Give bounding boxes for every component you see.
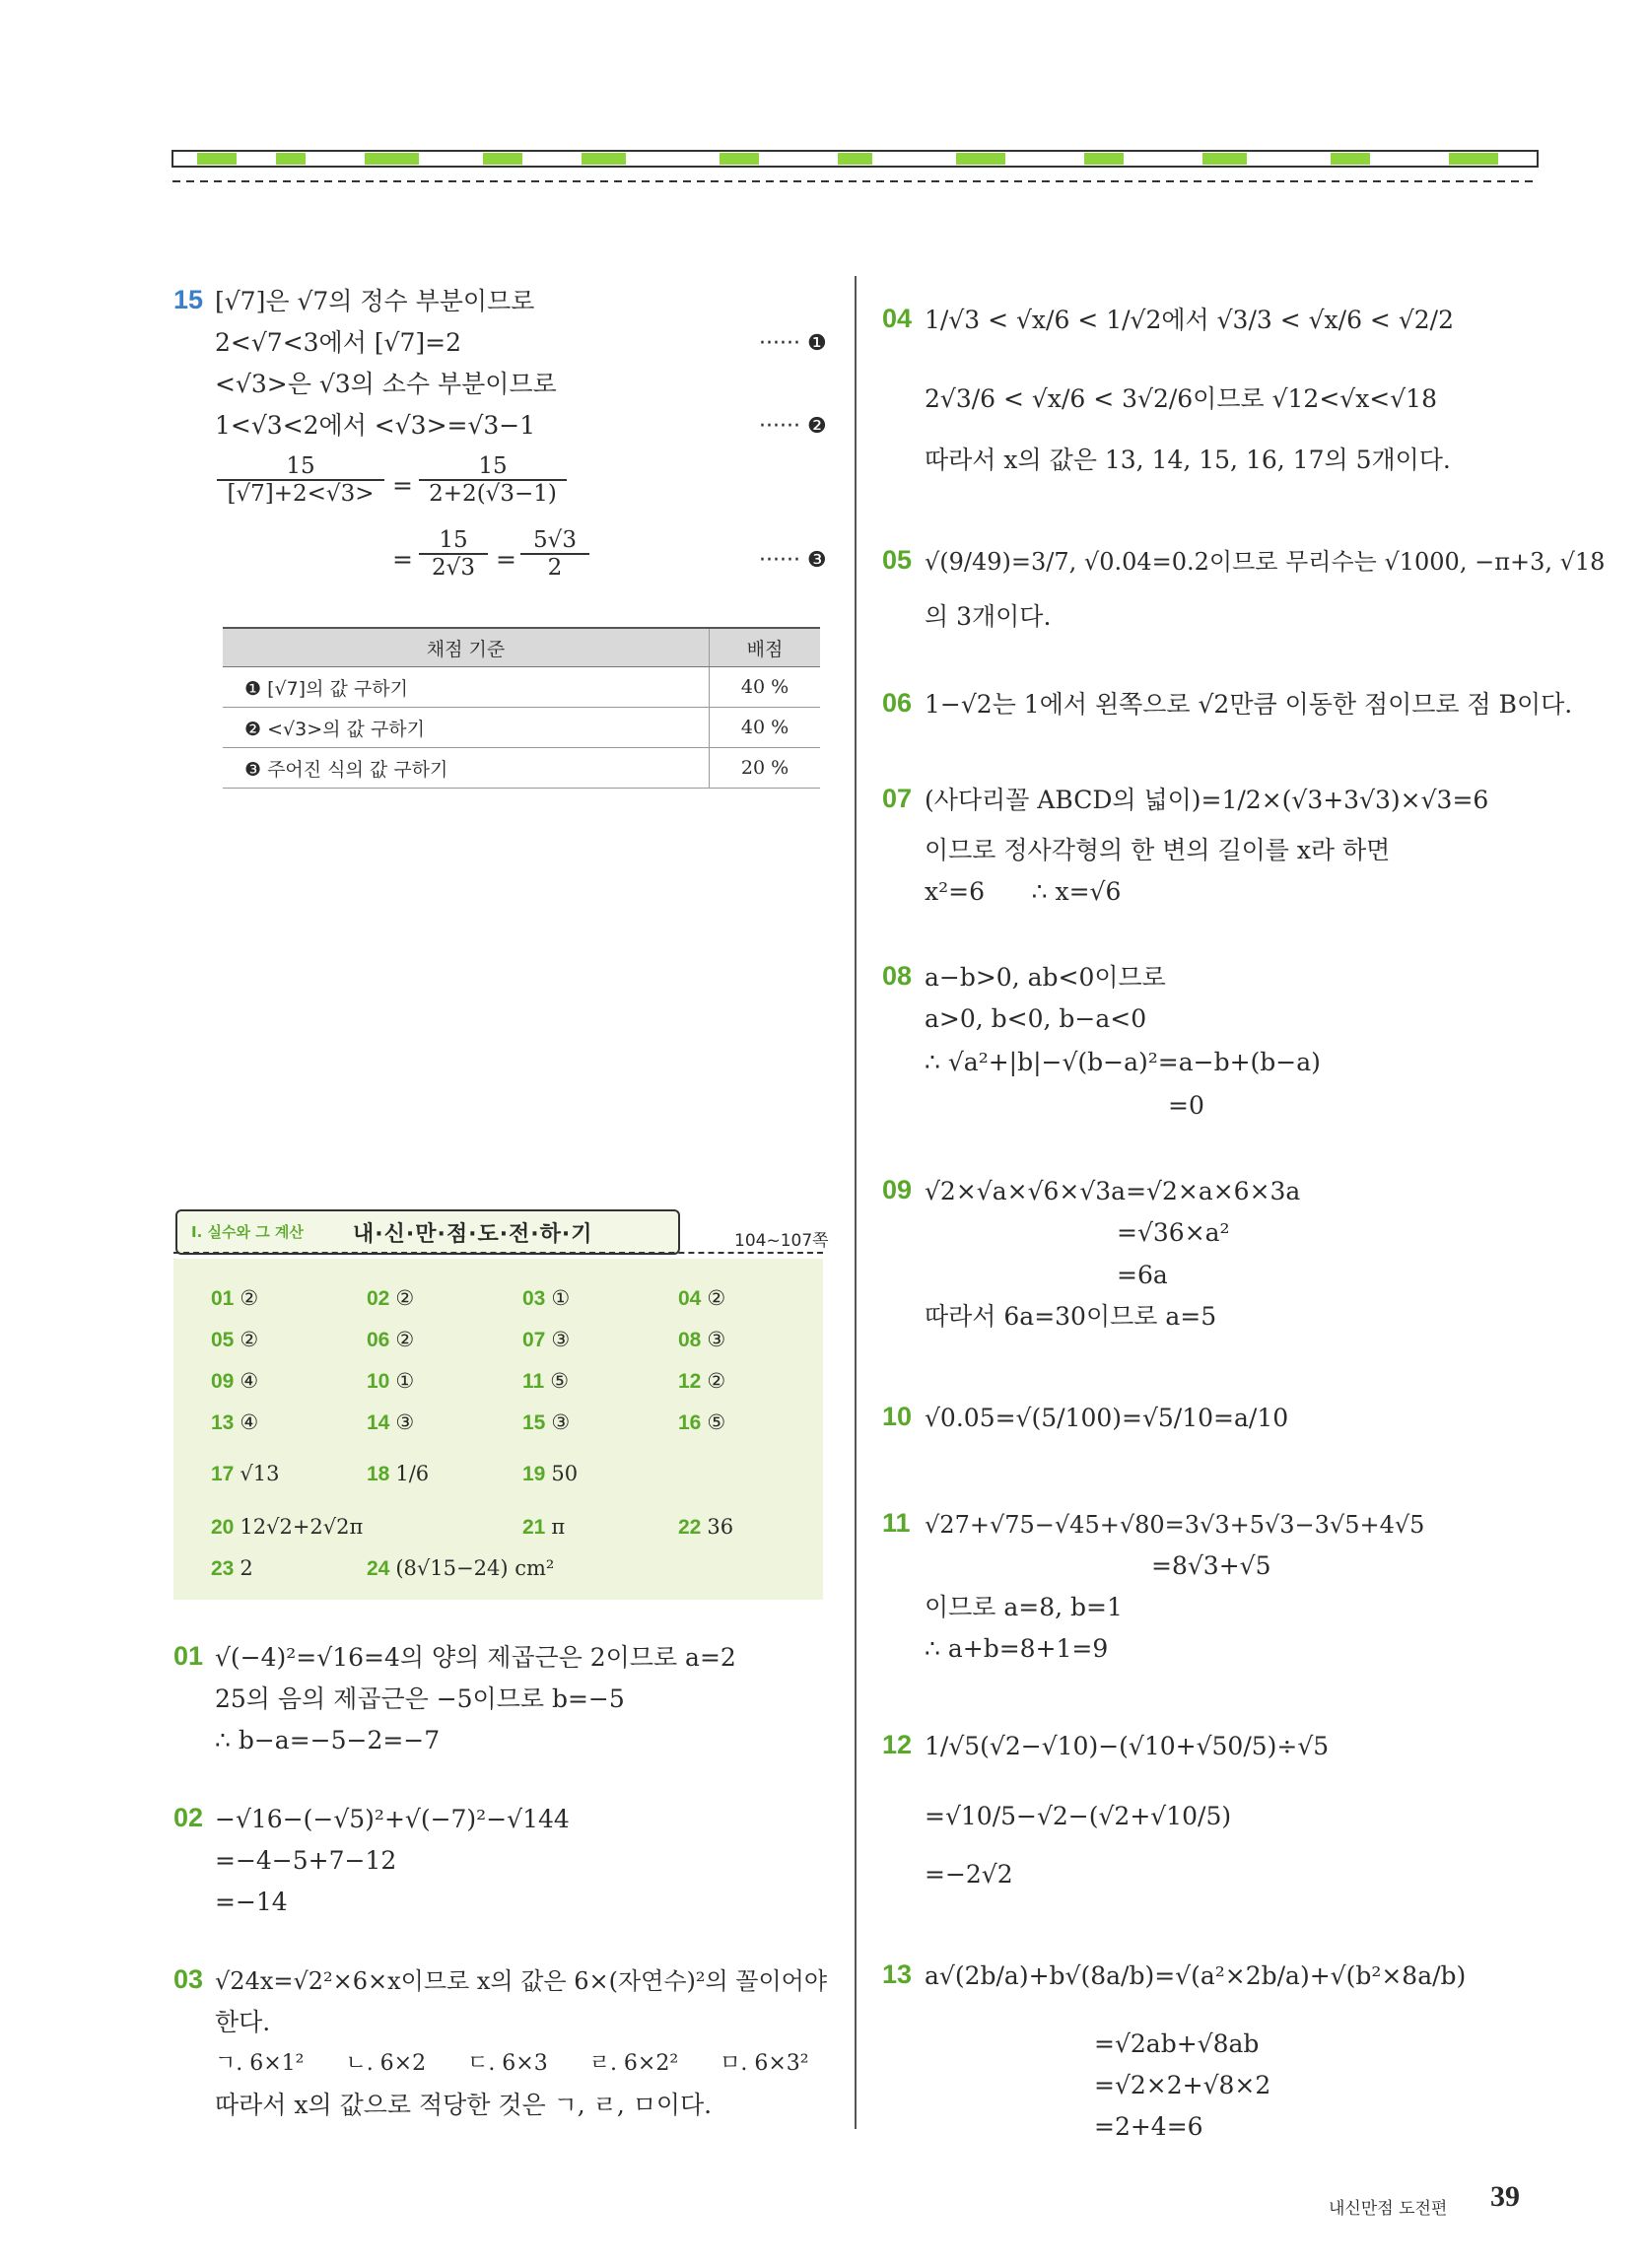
solution-line: =√36×a² (1117, 1218, 1230, 1247)
table-row (223, 667, 820, 708)
solution-line: ∴ b−a=−5−2=−7 (215, 1726, 441, 1754)
fraction (419, 527, 488, 581)
solution-line: 의 3개이다. (925, 602, 1052, 631)
answer-item: 01 ② (211, 1286, 259, 1310)
answer-item: 06 ② (367, 1328, 415, 1351)
problem-number: 11 (882, 1508, 911, 1538)
solution-line: =6a (1117, 1261, 1168, 1289)
answer-item: 22 36 (678, 1515, 734, 1539)
problem-number: 05 (882, 545, 913, 575)
problem-number: 10 (882, 1402, 913, 1431)
solution-line: =−14 (215, 1888, 288, 1916)
answer-item: 07 ③ (522, 1328, 571, 1351)
solution-line: 1−√2는 1에서 왼쪽으로 √2만큼 이동한 점이므로 점 B이다. (925, 690, 1573, 719)
solution-line: =√10/5−√2−(√2+√10/5) (925, 1802, 1232, 1830)
solution-line: =√2×2+√8×2 (1094, 2071, 1271, 2099)
answer-item: 14 ③ (367, 1410, 415, 1434)
solution-line: 따라서 x의 값으로 적당한 것은 ㄱ, ㄹ, ㅁ이다. (215, 2091, 713, 2119)
solution-line: a−b>0, ab<0이므로 (925, 963, 1166, 992)
solution-line: √2×√a×√6×√3a=√2×a×6×3a (925, 1177, 1301, 1205)
solution-line: 1/√5(√2−√10)−(√10+√50/5)÷√5 (925, 1732, 1330, 1760)
solution-line: a>0, b<0, b−a<0 (925, 1004, 1147, 1033)
criteria-score: 40 % (710, 708, 821, 748)
criteria-score: 40 % (710, 667, 821, 708)
step-marker: ······ ❸ (759, 548, 827, 573)
solution-line: 1<√3<2에서 <√3>=√3−1 (215, 411, 536, 440)
page-range: 104~107쪽 (734, 1231, 829, 1251)
fraction-numerator: 15 (478, 453, 508, 479)
step-marker: ······ ❶ (759, 331, 827, 356)
solution-line: 이므로 a=8, b=1 (925, 1593, 1123, 1621)
footer-label: 내신만점 도전편 (1329, 2199, 1448, 2219)
fraction-numerator: 15 (286, 453, 315, 479)
problem-number: 02 (173, 1803, 204, 1832)
solution-line: =8√3+√5 (1151, 1551, 1271, 1580)
solution-line: ∴ a+b=8+1=9 (925, 1634, 1109, 1663)
problem-number: 04 (882, 304, 913, 333)
table-row (223, 748, 820, 789)
fraction (217, 453, 384, 507)
table-row (223, 708, 820, 748)
answer-item: 02 ② (367, 1286, 415, 1310)
section-tag: I. 실수와 그 계산 (191, 1223, 304, 1241)
solution-line: 따라서 x의 값은 13, 14, 15, 16, 17의 5개이다. (925, 446, 1451, 474)
answer-item: 08 ③ (678, 1328, 726, 1351)
fraction-numerator: 5√3 (533, 527, 577, 553)
solution-line: =−4−5+7−12 (215, 1846, 397, 1875)
top-border-decoration (168, 146, 1547, 195)
solution-line: 25의 음의 제곱근은 −5이므로 b=−5 (215, 1684, 625, 1713)
criteria-score: 20 % (710, 748, 821, 789)
column-divider (855, 276, 857, 2129)
fraction-numerator: 15 (439, 527, 468, 553)
answer-item: 19 50 (522, 1462, 579, 1485)
problem-number: 12 (882, 1730, 913, 1759)
answer-item: 15 ③ (522, 1410, 571, 1434)
page-number: 39 (1490, 2180, 1520, 2213)
solution-line: 2√3/6 < √x/6 < 3√2/6이므로 √12<√x<√18 (925, 384, 1437, 413)
answer-item: 09 ④ (211, 1369, 259, 1393)
fraction-denominator: 2+2(√3−1) (419, 479, 567, 507)
problem-number: 03 (173, 1964, 204, 1994)
fraction-denominator: [√7]+2<√3> (217, 479, 384, 507)
section-header (175, 1209, 680, 1255)
solution-line: [√7]은 √7의 정수 부분이므로 (215, 287, 535, 315)
step-marker: ······ ❷ (759, 414, 827, 439)
solution-line: √24x=√2²×6×x이므로 x의 값은 6×(자연수)²의 꼴이어야 (215, 1967, 828, 1995)
solution-line: =−2√2 (925, 1860, 1013, 1889)
answer-item: 05 ② (211, 1328, 259, 1351)
answer-item: 04 ② (678, 1286, 726, 1310)
solution-line: √(9/49)=3/7, √0.04=0.2이므로 무리수는 √1000, −π+3, √18 (925, 548, 1606, 576)
solution-line: 한다. (215, 2008, 271, 2036)
answer-item: 20 12√2+2√2π (211, 1515, 364, 1539)
answer-item: 11 ⑤ (522, 1369, 570, 1393)
solution-line: x²=6 ∴ x=√6 (925, 877, 1122, 906)
answer-key (173, 1259, 823, 1600)
solution-line: =2+4=6 (1094, 2112, 1203, 2141)
answer-item: 24 (8√15−24) cm² (367, 1556, 555, 1580)
answer-item: 16 ⑤ (678, 1410, 726, 1434)
fraction (520, 527, 589, 581)
solution-line: =0 (1168, 1091, 1204, 1120)
solution-line: √27+√75−√45+√80=3√3+5√3−3√5+4√5 (925, 1511, 1425, 1539)
answer-item: 18 1/6 (367, 1462, 430, 1485)
solution-line: =√2ab+√8ab (1094, 2029, 1260, 2058)
problem-number: 09 (882, 1175, 913, 1204)
answer-item: 03 ① (522, 1286, 571, 1310)
answer-item: 21 π (522, 1515, 566, 1539)
table-header-row (223, 628, 820, 667)
fraction (419, 453, 567, 507)
solution-line: √0.05=√(5/100)=√5/10=a/10 (925, 1404, 1289, 1432)
solution-line: 1/√3 < √x/6 < 1/√2에서 √3/3 < √x/6 < √2/2 (925, 306, 1454, 334)
criteria-item: ❷ <√3>의 값 구하기 (223, 708, 710, 748)
solution-line: ㄱ. 6×1² ㄴ. 6×2 ㄷ. 6×3 ㄹ. 6×2² ㅁ. 6×3² (215, 2051, 809, 2076)
scoring-criteria-table (223, 627, 820, 789)
solution-line: <√3>은 √3의 소수 부분이므로 (215, 370, 557, 398)
solution-line: 따라서 6a=30이므로 a=5 (925, 1302, 1217, 1331)
answer-item: 12 ② (678, 1369, 726, 1393)
solution-line: 2<√7<3에서 [√7]=2 (215, 328, 461, 357)
solution-line: ∴ √a²+|b|−√(b−a)²=a−b+(b−a) (925, 1048, 1321, 1076)
answer-item: 23 2 (211, 1556, 253, 1580)
problem-number: 07 (882, 784, 913, 813)
problem-number: 06 (882, 688, 913, 718)
problem-number: 08 (882, 961, 913, 991)
section-title: 내·신·만·점·도·전·하·기 (353, 1222, 593, 1247)
column-header: 채점 기준 (223, 628, 710, 667)
problem-number: 15 (173, 285, 204, 314)
criteria-item: ❸ 주어진 식의 값 구하기 (223, 748, 710, 789)
criteria-item: ❶ [√7]의 값 구하기 (223, 667, 710, 708)
solution-line: 이므로 정사각형의 한 변의 길이를 x라 하면 (925, 836, 1391, 864)
answer-item: 13 ④ (211, 1410, 259, 1434)
solution-line: √(−4)²=√16=4의 양의 제곱근은 2이므로 a=2 (215, 1643, 736, 1672)
answer-item: 10 ① (367, 1369, 415, 1393)
problem-number: 01 (173, 1641, 204, 1671)
solution-line: −√16−(−√5)²+√(−7)²−√144 (215, 1805, 570, 1833)
fraction-denominator: 2√3 (419, 553, 488, 581)
fraction-denominator: 2 (520, 553, 589, 581)
solution-line: a√(2b/a)+b√(8a/b)=√(a²×2b/a)+√(b²×8a/b) (925, 1961, 1467, 1990)
solution-line: (사다리꼴 ABCD의 넓이)=1/2×(√3+3√3)×√3=6 (925, 786, 1489, 814)
answer-item: 17 √13 (211, 1462, 280, 1485)
section-dashed-rule (173, 1252, 823, 1254)
column-header: 배점 (710, 628, 821, 667)
problem-number: 13 (882, 1959, 913, 1989)
